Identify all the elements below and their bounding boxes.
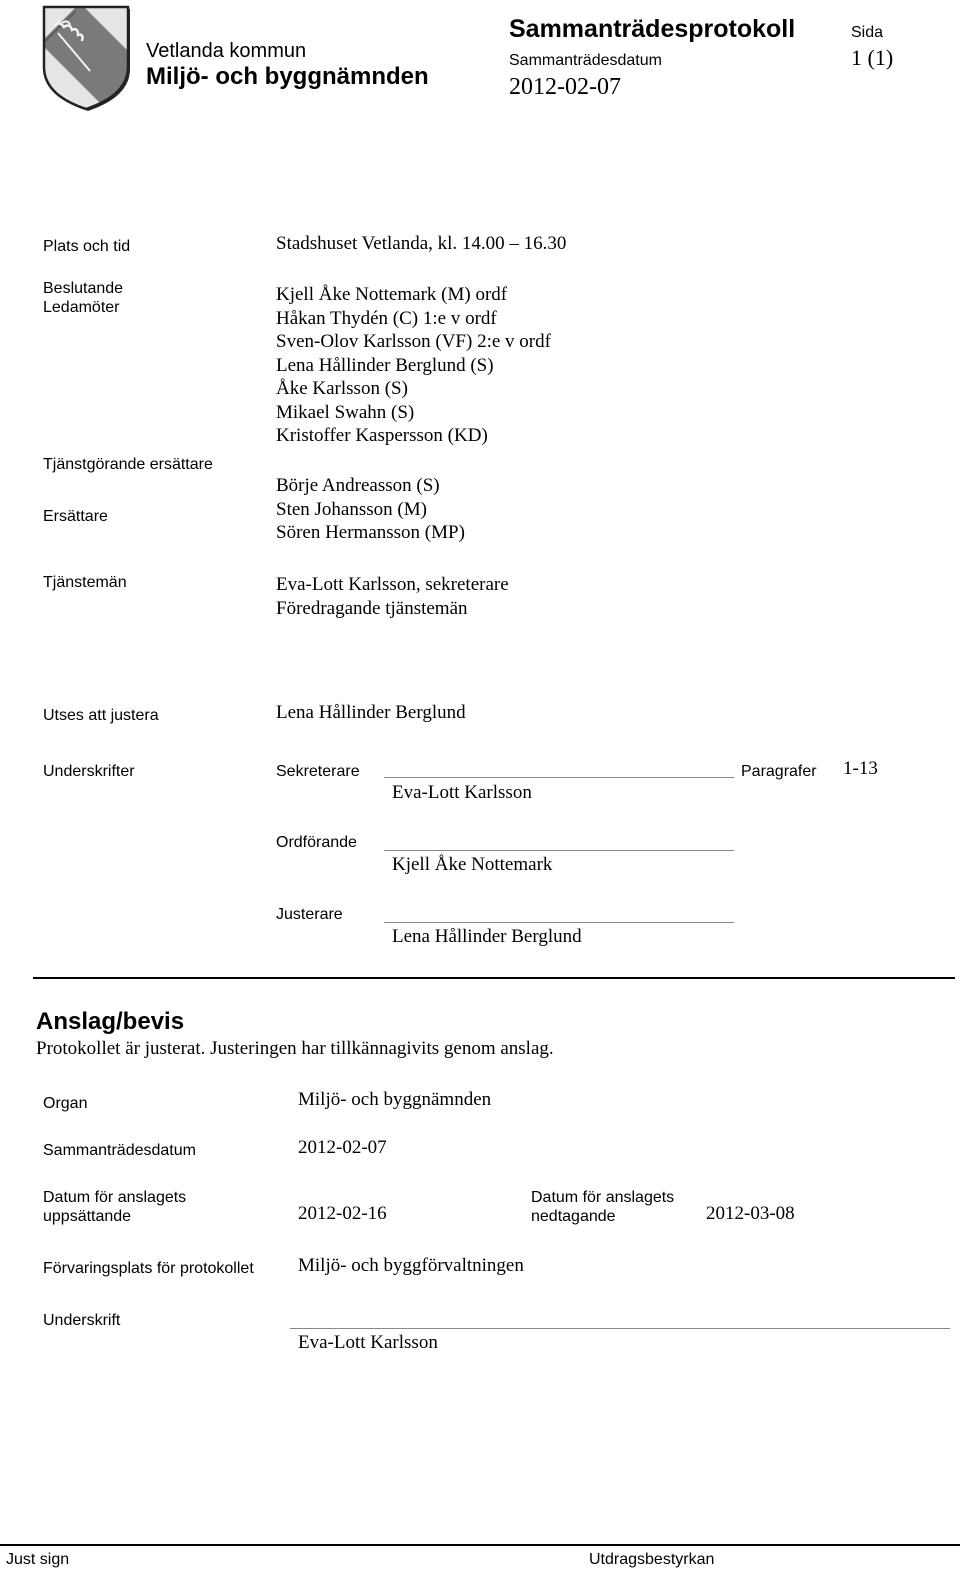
- section-divider: [33, 977, 955, 979]
- coat-of-arms-icon: [40, 3, 132, 113]
- secretary-role: Sekreterare: [276, 763, 360, 780]
- members-list: [276, 283, 551, 448]
- list-item: Kristoffer Kaspersson (KD): [276, 425, 488, 446]
- paragraphs-value: 1-13: [843, 758, 878, 779]
- notice-date-label: Sammanträdesdatum: [43, 1142, 196, 1159]
- list-item: Eva-Lott Karlsson, sekreterare: [276, 574, 509, 595]
- paragraphs-label: Paragrafer: [741, 763, 817, 780]
- footer-extract-certification: Utdragsbestyrkan: [589, 1551, 715, 1568]
- page-label: Sida: [851, 24, 884, 41]
- deciding-label-line: Ledamöter: [43, 299, 120, 316]
- removed-date-label: [531, 1188, 674, 1226]
- deciding-label-line: Beslutande: [43, 280, 124, 297]
- document-title: Sammanträdesprotokoll: [509, 15, 796, 43]
- storage-value: Miljö- och byggförvaltningen: [298, 1255, 524, 1276]
- secretary-signature-line: [384, 777, 734, 778]
- list-item: Sven-Olov Karlsson (VF) 2:e v ordf: [276, 331, 551, 352]
- chair-role: Ordförande: [276, 834, 357, 851]
- notice-title: Anslag/bevis: [36, 1008, 185, 1035]
- organ-value: Miljö- och byggnämnden: [298, 1089, 492, 1110]
- page-number: 1 (1): [851, 45, 894, 70]
- chair-signature-line: [384, 850, 734, 851]
- secretary-name: Eva-Lott Karlsson: [392, 782, 532, 803]
- deciding-label: [43, 279, 123, 317]
- footer-just-sign: Just sign: [6, 1551, 70, 1568]
- footer-divider: [0, 1544, 960, 1546]
- list-item: Håkan Thydén (C) 1:e v ordf: [276, 307, 497, 329]
- notice-text: Protokollet är justerat. Justeringen har tillkännagivits genom anslag.: [36, 1038, 554, 1059]
- posted-date-label-line: Datum för anslagets: [43, 1189, 187, 1206]
- municipality-name: Vetlanda kommun: [146, 40, 307, 62]
- adjuster-name: Lena Hållinder Berglund: [392, 926, 582, 947]
- notice-date-value: 2012-02-07: [298, 1137, 387, 1158]
- header-date-value: 2012-02-07: [509, 74, 621, 100]
- list-item: Lena Hållinder Berglund (S): [276, 354, 494, 376]
- place-label: Plats och tid: [43, 238, 131, 255]
- list-item: Mikael Swahn (S): [276, 401, 415, 423]
- notice-signature-name: Eva-Lott Karlsson: [298, 1332, 438, 1353]
- signatures-label: Underskrifter: [43, 763, 135, 780]
- adjust-value: Lena Hållinder Berglund: [276, 702, 466, 723]
- list-item: Kjell Åke Nottemark (M) ordf: [276, 284, 508, 305]
- posted-date-value: 2012-02-16: [298, 1203, 387, 1224]
- officials-list: [276, 573, 509, 620]
- posted-date-label: [43, 1188, 186, 1226]
- signature-label: Underskrift: [43, 1312, 121, 1329]
- organ-label: Organ: [43, 1095, 88, 1112]
- notice-signature-line: [290, 1328, 950, 1329]
- list-item: Sören Hermansson (MP): [276, 522, 465, 543]
- list-item: Föredragande tjänstemän: [276, 597, 468, 619]
- officials-label: Tjänstemän: [43, 574, 127, 591]
- removed-date-label-line: nedtagande: [531, 1208, 616, 1225]
- place-value: Stadshuset Vetlanda, kl. 14.00 – 16.30: [276, 233, 567, 254]
- list-item: Börje Andreasson (S): [276, 475, 440, 496]
- adjuster-role: Justerare: [276, 906, 343, 923]
- board-name: Miljö- och byggnämnden: [146, 63, 429, 90]
- posted-date-label-line: uppsättande: [43, 1208, 132, 1225]
- list-item: Sten Johansson (M): [276, 498, 427, 520]
- chair-name: Kjell Åke Nottemark: [392, 854, 553, 875]
- substitutes-list: [276, 474, 465, 545]
- adjust-label: Utses att justera: [43, 707, 159, 724]
- substitutes-label: Ersättare: [43, 508, 108, 525]
- removed-date-label-line: Datum för anslagets: [531, 1189, 675, 1206]
- removed-date-value: 2012-03-08: [706, 1203, 795, 1224]
- storage-label: Förvaringsplats för protokollet: [43, 1260, 254, 1277]
- serving-substitutes-label: Tjänstgörande ersättare: [43, 456, 213, 473]
- header-date-label: Sammanträdesdatum: [509, 52, 662, 69]
- list-item: Åke Karlsson (S): [276, 378, 408, 399]
- adjuster-signature-line: [384, 922, 734, 923]
